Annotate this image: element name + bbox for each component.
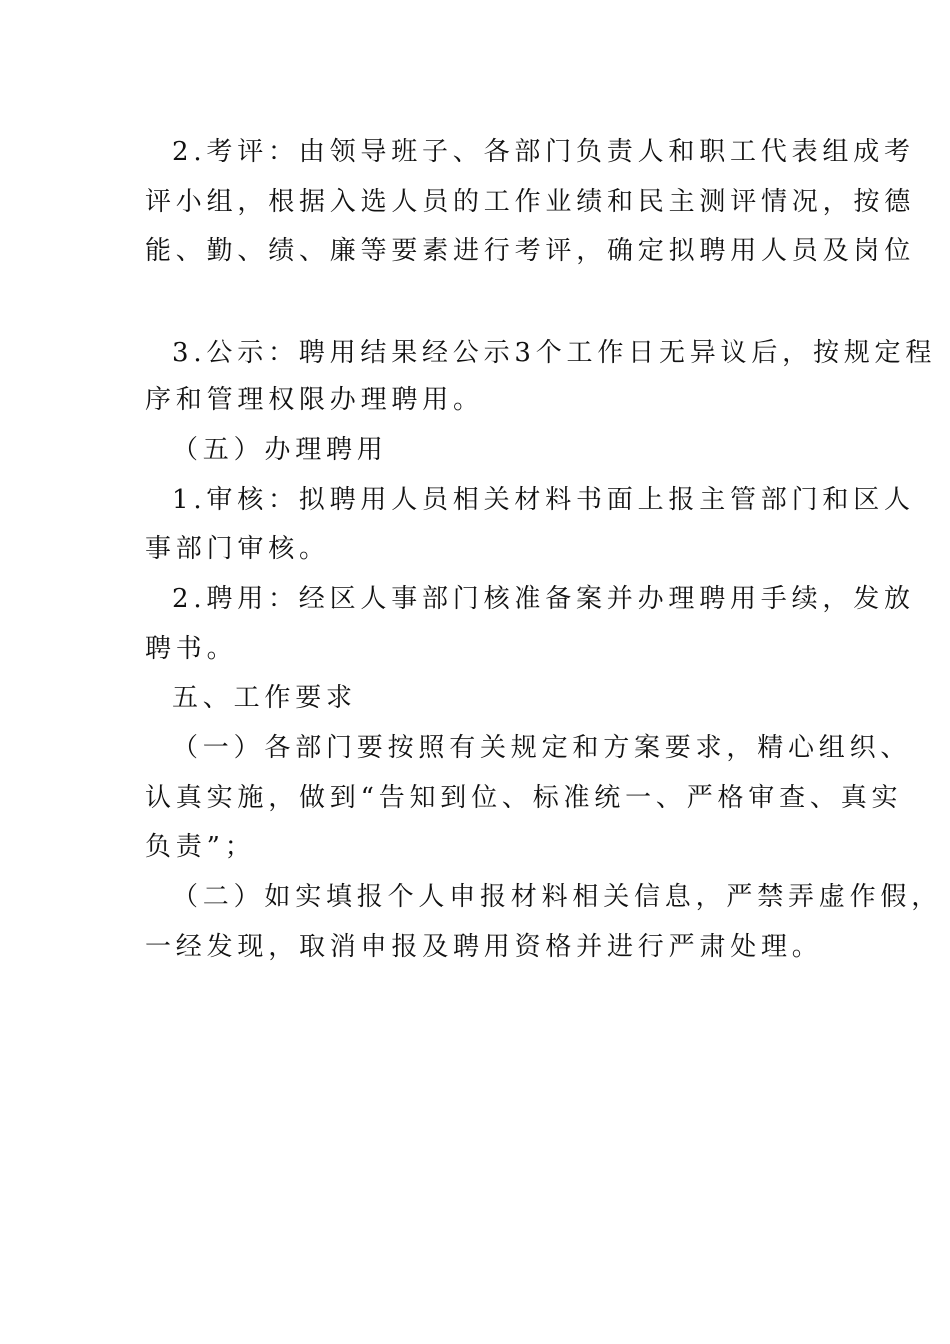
- paragraph-line: 聘书。: [145, 634, 238, 664]
- section-heading: 五、工作要求: [172, 683, 357, 713]
- paragraph-line: 评小组，根据入选人员的工作业绩和民主测评情况，按德: [145, 187, 916, 217]
- section-heading: （五）办理聘用: [172, 435, 388, 465]
- paragraph-line: （二）如实填报个人申报材料相关信息，严禁弄虚作假，: [172, 882, 943, 912]
- paragraph-line: 3.公示：聘用结果经公示3个工作日无异议后，按规定程: [172, 338, 937, 368]
- paragraph-line: 能、勤、绩、廉等要素进行考评，确定拟聘用人员及岗位: [145, 236, 916, 266]
- paragraph-line: 负责”；: [145, 832, 256, 862]
- paragraph-line: 2.聘用：经区人事部门核准备案并办理聘用手续，发放: [172, 584, 915, 614]
- paragraph-line: 序和管理权限办理聘用。: [145, 385, 484, 415]
- paragraph-line: 2.考评：由领导班子、各部门负责人和职工代表组成考: [172, 137, 915, 167]
- paragraph-line: 事部门审核。: [145, 534, 330, 564]
- paragraph-line: 1.审核：拟聘用人员相关材料书面上报主管部门和区人: [172, 485, 915, 515]
- paragraph-line: （一）各部门要按照有关规定和方案要求，精心组织、: [172, 733, 912, 763]
- paragraph-line: 认真实施，做到“告知到位、标准统一、严格审查、真实: [145, 783, 903, 813]
- paragraph-line: 一经发现，取消申报及聘用资格并进行严肃处理。: [145, 932, 823, 962]
